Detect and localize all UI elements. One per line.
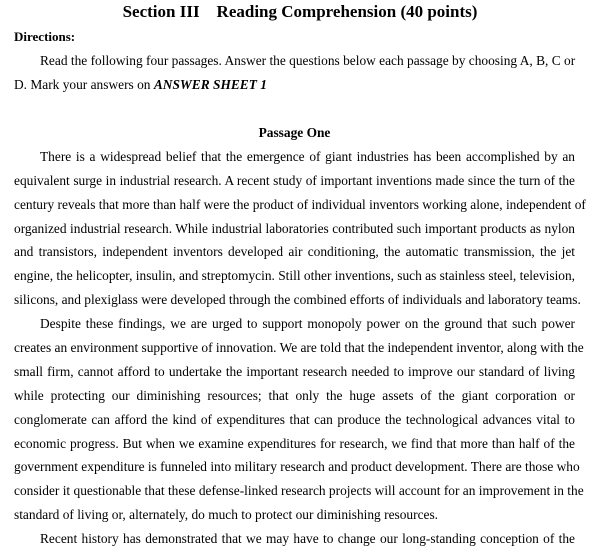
passage: [14, 121, 586, 551]
paragraph-line: Recent history has demonstrated that we may have to change our long-standing conception of the: [40, 531, 575, 547]
paragraph-line: equivalent surge in industrial research. A recent study of important inventions made since the turn of the: [14, 172, 575, 188]
directions-line-text: D. Mark your answers on: [14, 76, 154, 92]
answer-sheet-ref: ANSWER SHEET 1: [153, 76, 267, 92]
paragraph-line: government expenditure is funneled into military research and product development. There are those who: [14, 459, 580, 475]
paragraph-line: Despite these findings, we are urged to support monopoly power on the ground that such power: [40, 316, 575, 332]
paragraph-line: and transistors, independent inventors developed air conditioning, the automatic transmission, the jet: [14, 244, 575, 260]
paragraph-line: creates an environment supportive of innovation. We are told that the independent inventor, along with the: [14, 340, 584, 356]
passage-title: Passage One: [258, 125, 331, 140]
directions-text: [14, 49, 575, 97]
paragraph-line: while protecting our diminishing resources; that only the huge assets of the giant corporation or: [14, 387, 575, 403]
directions-line: Read the following four passages. Answer the questions below each passage by choosing A, B, C or: [40, 53, 576, 68]
paragraph-line: silicons, and plexiglass were developed through the combined efforts of individuals and laboratory teams.: [14, 292, 581, 308]
passage-body: [14, 145, 586, 551]
paragraph-line: There is a widespread belief that the emergence of giant industries has been accomplished by an: [40, 148, 575, 164]
section-title: Section III Reading Comprehension (40 points): [122, 2, 478, 21]
paragraph-line: economic progress. But when we examine expenditures for research, we find that more than half of the: [14, 435, 575, 451]
paragraph-line: consider it questionable that these defense-linked research projects will account for an improvement in the: [14, 483, 584, 499]
directions-label: Directions:: [14, 29, 76, 44]
paragraph-line: century reveals that more than half were the product of individual inventors working alone, independent of: [14, 196, 586, 212]
paragraph-line: organized industrial research. While industrial laboratories contributed such important products as nylon: [14, 220, 575, 236]
directions-line: [14, 73, 575, 97]
paragraph-line: conglomerate can afford the kind of expenditures that can produce the technological advances vital to: [14, 411, 575, 427]
paragraph-line: standard of living or, alternately, do much to protect our diminishing resources.: [14, 507, 439, 523]
paragraph-line: engine, the helicopter, insulin, and streptomycin. Still other inventions, such as stainless steel, television,: [14, 268, 576, 284]
paragraph-line: small firm, cannot afford to undertake the important research needed to improve our standard of living: [14, 363, 575, 379]
